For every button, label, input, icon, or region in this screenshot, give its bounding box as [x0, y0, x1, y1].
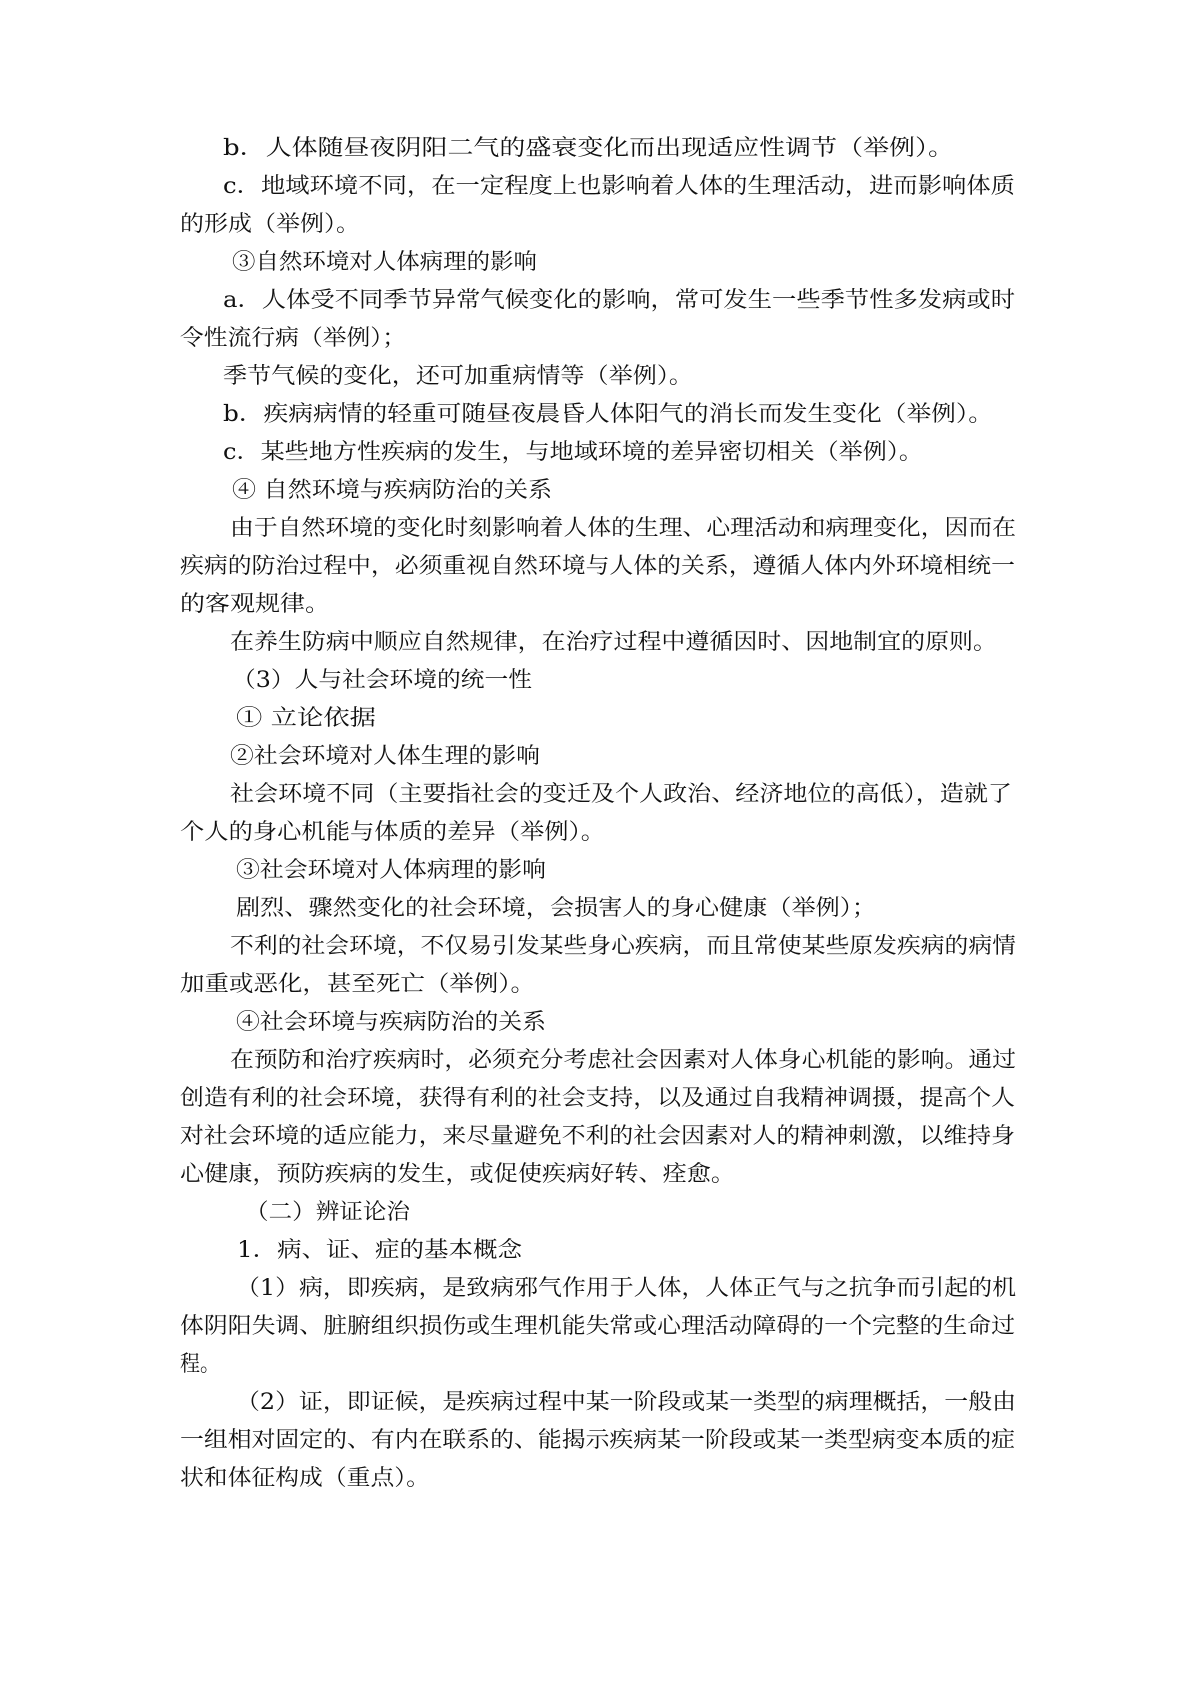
section-heading: ③自然环境对人体病理的影响	[232, 250, 537, 275]
section-heading: 1．病、证、症的基本概念	[237, 1238, 522, 1263]
text-line: 一组相对固定的、有内在联系的、能揭示疾病某一阶段或某一类型病变本质的症	[180, 1428, 1016, 1453]
text-line: 季节气候的变化，还可加重病情等（举例）。	[223, 364, 693, 389]
text-line: b．疾病病情的轻重可随昼夜晨昏人体阳气的消长而发生变化（举例）。	[223, 402, 993, 427]
text-line: 不利的社会环境，不仅易引发某些身心疾病，而且常使某些原发疾病的病情	[230, 934, 1016, 959]
section-heading: ②社会环境对人体生理的影响	[230, 744, 540, 769]
text-line: 心健康，预防疾病的发生，或促使疾病好转、痊愈。	[180, 1162, 735, 1187]
section-heading: ① 立论依据	[236, 706, 376, 731]
text-line: 程。	[180, 1352, 220, 1377]
text-line: c．某些地方性疾病的发生，与地域环境的差异密切相关（举例）。	[223, 440, 923, 465]
text-line: 的客观规律。	[180, 592, 330, 617]
section-heading: （二）辨证论治	[245, 1200, 410, 1225]
text-line: 个人的身心机能与体质的差异（举例）。	[180, 820, 605, 845]
section-heading: ④ 自然环境与疾病防治的关系	[232, 478, 552, 503]
text-line: 创造有利的社会环境，获得有利的社会支持，以及通过自我精神调摄，提高个人	[180, 1086, 1016, 1111]
text-line: 令性流行病（举例）；	[180, 326, 406, 351]
text-line: （1）病，即疾病，是致病邪气作用于人体，人体正气与之抗争而引起的机	[236, 1276, 1016, 1301]
section-heading: ③社会环境对人体病理的影响	[236, 858, 546, 883]
text-line: 疾病的防治过程中，必须重视自然环境与人体的关系，遵循人体内外环境相统一	[180, 554, 1016, 579]
section-heading: ④社会环境与疾病防治的关系	[236, 1010, 546, 1035]
text-line: （2）证，即证候，是疾病过程中某一阶段或某一类型的病理概括，一般由	[236, 1390, 1016, 1415]
text-line: 剧烈、骤然变化的社会环境，会损害人的身心健康（举例）；	[236, 896, 876, 921]
text-line: a．人体受不同季节异常气候变化的影响，常可发生一些季节性多发病或时	[223, 288, 1015, 313]
text-line: 社会环境不同（主要指社会的变迁及个人政治、经济地位的高低），造就了	[230, 782, 1012, 807]
section-heading: （3）人与社会环境的统一性	[232, 668, 532, 693]
text-line: 的形成（举例）。	[180, 212, 360, 237]
text-line: 在养生防病中顺应自然规律，在治疗过程中遵循因时、因地制宜的原则。	[230, 630, 997, 655]
text-line: c．地域环境不同，在一定程度上也影响着人体的生理活动，进而影响体质	[223, 174, 1016, 199]
text-line: 状和体征构成（重点）。	[180, 1466, 430, 1491]
text-line: 由于自然环境的变化时刻影响着人体的生理、心理活动和病理变化，因而在	[230, 516, 1016, 541]
text-line: b．人体随昼夜阴阳二气的盛衰变化而出现适应性调节（举例）。	[223, 136, 954, 161]
text-line: 加重或恶化，甚至死亡（举例）。	[180, 972, 535, 997]
text-line: 在预防和治疗疾病时，必须充分考虑社会因素对人体身心机能的影响。通过	[230, 1048, 1016, 1073]
text-line: 体阴阳失调、脏腑组织损伤或生理机能失常或心理活动障碍的一个完整的生命过	[180, 1314, 1016, 1339]
text-line: 对社会环境的适应能力，来尽量避免不利的社会因素对人的精神刺激，以维持身	[180, 1124, 1016, 1149]
